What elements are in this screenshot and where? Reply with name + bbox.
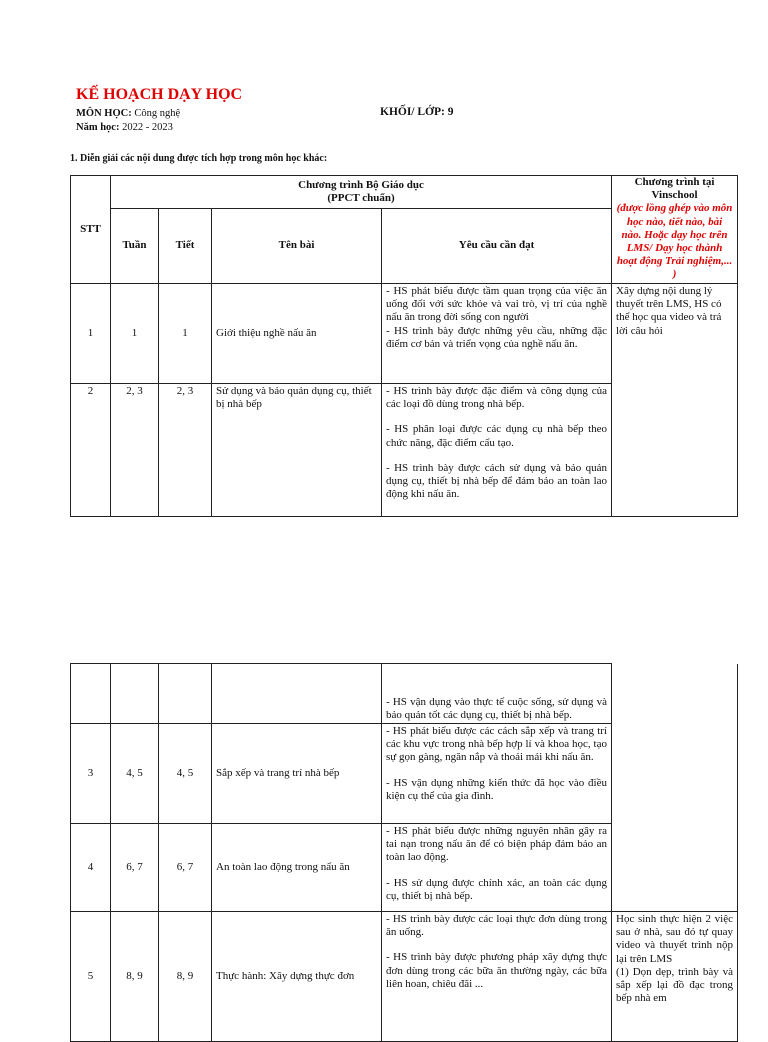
header-moet-line2: (PPCT chuẩn) bbox=[327, 192, 395, 204]
header-vinschool-title: Chương trình tại Vinschool bbox=[634, 176, 715, 202]
row-requirements bbox=[382, 824, 612, 912]
header-moet-line1: Chương trình Bộ Giáo dục bbox=[298, 178, 424, 191]
requirement-item: - HS trình bày được cách sử dụng và bảo quản dụng cụ, thiết bị nhà bếp để đảm bảo an toàn lao động khi nấu ăn. bbox=[386, 461, 608, 501]
year-label: Năm học: bbox=[76, 122, 120, 133]
subject-value: Công nghệ bbox=[134, 108, 181, 119]
requirement-item: - HS phát biểu được các cách sắp xếp và trang trí các khu vực trong nhà bếp hợp lí và khoa học, tạo sự gọn gàng, ngăn nắp và thoải mái khi nấu ăn. bbox=[386, 725, 607, 764]
row-week bbox=[111, 664, 159, 724]
requirement-item: - HS phát biểu được tầm quan trọng của việc ăn uống đối với sức khỏe và vai trò, vị trí của nghề nấu ăn trong đời sống con người bbox=[386, 285, 608, 324]
row-lesson: Sắp xếp và trang trí nhà bếp bbox=[212, 724, 382, 824]
row-lesson: An toàn lao động trong nấu ăn bbox=[212, 824, 382, 912]
row-stt: 1 bbox=[71, 284, 111, 384]
plan-table-page2 bbox=[70, 663, 738, 1042]
subject-label: MÔN HỌC: bbox=[76, 108, 132, 119]
year-value: 2022 - 2023 bbox=[122, 122, 173, 133]
header-stt: STT bbox=[71, 176, 111, 284]
row-stt: 4 bbox=[71, 824, 111, 912]
row-stt: 5 bbox=[71, 912, 111, 1042]
document-title: KẾ HOẠCH DẠY HỌC bbox=[76, 86, 243, 103]
requirement-item: - HS trình bày được đặc điểm và công dụng của các loại đồ dùng trong nhà bếp. bbox=[386, 385, 608, 411]
plan-table-page1 bbox=[70, 175, 738, 517]
row-period: 4, 5 bbox=[159, 724, 212, 824]
row-week: 4, 5 bbox=[111, 724, 159, 824]
row-period: 1 bbox=[159, 284, 212, 384]
table-row bbox=[71, 912, 738, 1042]
requirement-item: - HS trình bày được những yêu cầu, những đặc điểm cơ bản và triển vọng của nghề nấu ăn. bbox=[386, 324, 608, 350]
row-requirements bbox=[382, 384, 612, 517]
row-requirements bbox=[382, 912, 612, 1042]
table-row bbox=[71, 664, 738, 724]
requirement-item: - HS phát biểu được những nguyên nhân gây ra tai nạn trong nấu ăn để có biện pháp đảm bảo an toàn lao động. bbox=[386, 825, 607, 864]
grade-label: KHỐI/ LỚP: 9 bbox=[380, 106, 454, 118]
row-requirements bbox=[382, 284, 612, 384]
row-stt: 3 bbox=[71, 724, 111, 824]
row-lesson bbox=[212, 664, 382, 724]
requirement-item: - HS vận dụng những kiến thức đã học vào điều kiện cụ thể của gia đình. bbox=[386, 776, 607, 802]
requirement-item: - HS sử dụng được chính xác, an toàn các dụng cụ, thiết bị nhà bếp. bbox=[386, 876, 607, 902]
section-heading: 1. Diễn giải các nội dung được tích hợp trong môn học khác: bbox=[70, 153, 328, 164]
row-vinschool: Xây dựng nội dung lý thuyết trên LMS, HS có thể học qua video và trả lời câu hỏi bbox=[612, 284, 738, 517]
requirement-item: - HS trình bày được phương pháp xây dựng thực đơn dùng trong các bữa ăn thường ngày, các bữa liên hoan, chiêu đãi ... bbox=[386, 951, 607, 990]
requirement-item: - HS phân loại được các dụng cụ nhà bếp theo chức năng, đặc điểm cấu tạo. bbox=[386, 423, 608, 449]
row-vinschool-empty bbox=[612, 664, 738, 912]
requirement-item: - HS vận dụng vào thực tế cuộc sống, sử dụng và bảo quản tốt các dụng cụ, thiết bị nhà bếp. bbox=[386, 695, 607, 721]
requirement-item: - HS trình bày được các loại thực đơn dùng trong ăn uống. bbox=[386, 913, 607, 939]
header-week: Tuần bbox=[111, 209, 159, 284]
year-line bbox=[76, 122, 173, 133]
row-lesson: Giới thiệu nghề nấu ăn bbox=[212, 284, 382, 384]
row-period bbox=[159, 664, 212, 724]
row-stt: 2 bbox=[71, 384, 111, 517]
header-lesson: Tên bài bbox=[212, 209, 382, 284]
row-week: 1 bbox=[111, 284, 159, 384]
row-lesson: Thực hành: Xây dựng thực đơn bbox=[212, 912, 382, 1042]
row-period: 8, 9 bbox=[159, 912, 212, 1042]
row-week: 8, 9 bbox=[111, 912, 159, 1042]
header-requirements: Yêu cầu cần đạt bbox=[382, 209, 612, 284]
grade-line bbox=[380, 106, 453, 118]
header-vinschool-note: (được lồng ghép vào môn học nào, tiết nào, bài nào. Hoặc dạy học trên LMS/ Dạy học thành hoạt động Trải nghiệm,... ) bbox=[616, 202, 733, 281]
row-requirements bbox=[382, 724, 612, 824]
header-vinschool bbox=[612, 176, 738, 284]
header-moet-program bbox=[111, 176, 612, 209]
row-lesson: Sử dụng và bảo quản dụng cụ, thiết bị nhà bếp bbox=[212, 384, 382, 517]
row-vinschool: Học sinh thực hiện 2 việc sau ở nhà, sau đó tự quay video và thuyết trình nộp lại trên LMS (1) Dọn dẹp, trình bày và sắp xếp lại đồ đạc trong bếp nhà em bbox=[612, 912, 738, 1042]
header-period: Tiết bbox=[159, 209, 212, 284]
table-row bbox=[71, 284, 738, 384]
row-requirements bbox=[382, 664, 612, 724]
row-period: 6, 7 bbox=[159, 824, 212, 912]
row-week: 2, 3 bbox=[111, 384, 159, 517]
row-week: 6, 7 bbox=[111, 824, 159, 912]
subject-line bbox=[76, 108, 180, 119]
row-stt bbox=[71, 664, 111, 724]
row-period: 2, 3 bbox=[159, 384, 212, 517]
